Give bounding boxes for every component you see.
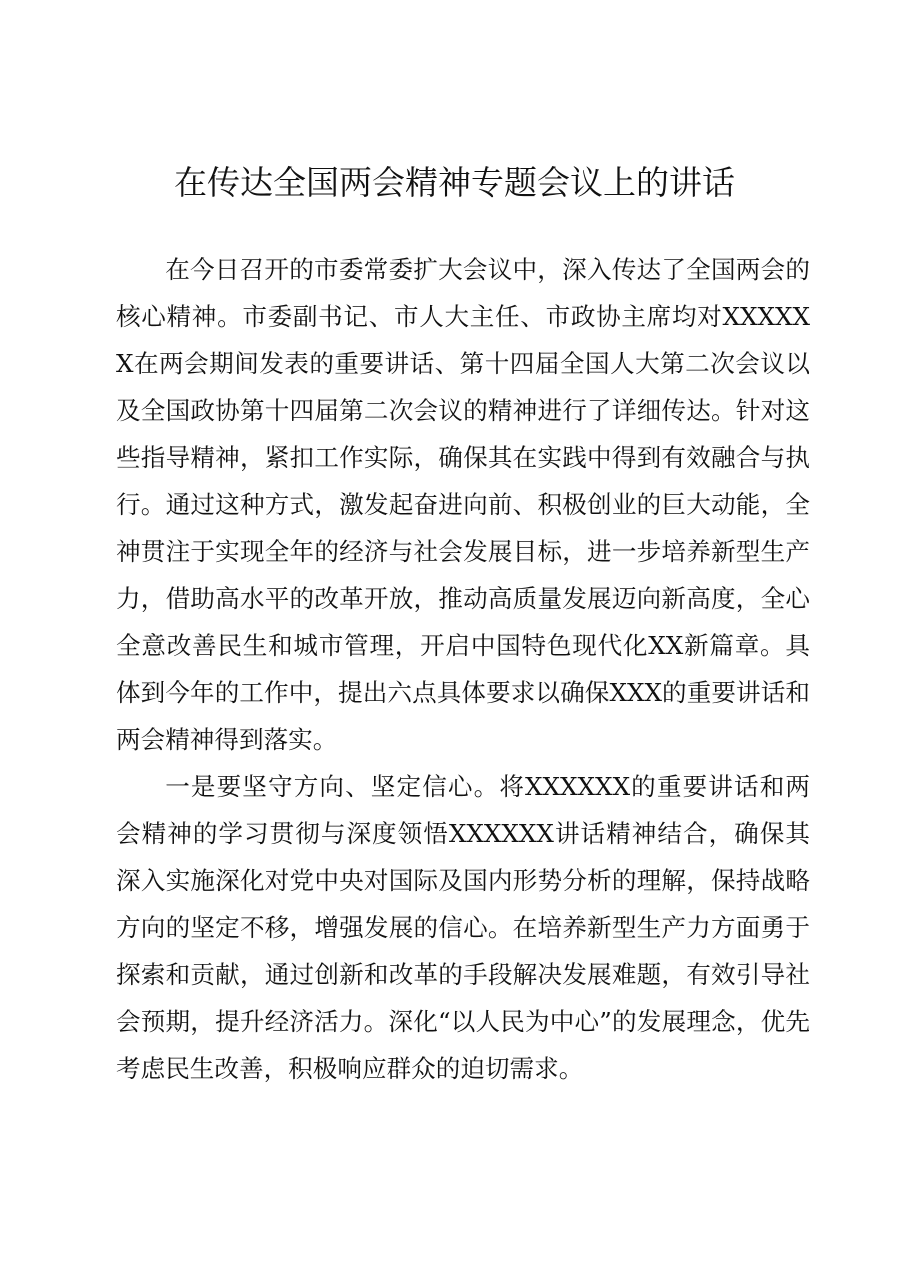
paragraph-point-one: 一是要坚守方向、坚定信心。将XXXXXX的重要讲话和两会精神的学习贯彻与深度领悟XXXXXX讲话精神结合，确保其深入实施深化对党中央对国际及国内形势分析的理解，保持战略方向的坚定不移，增强发展的信心。在培养新型生产力方面勇于探索和贡献，通过创新和改革的手段解决发展难题，有效引导社会预期，提升经济活力。深化“以人民为中心”的发展理念，优先考虑民生改善，积极响应群众的迫切需求。 [116, 772, 810, 1083]
document-title: 在传达全国两会精神专题会议上的讲话 [174, 163, 735, 202]
paragraph-intro: 在今日召开的市委常委扩大会议中，深入传达了全国两会的核心精神。市委副书记、市人大主任、市政协主席均对XXXXXX在两会期间发表的重要讲话、第十四届全国人大第二次会议以及全国政协第十四届第二次会议的精神进行了详细传达。针对这些指导精神，紧扣工作实际，确保其在实践中得到有效融合与执行。通过这种方式，激发起奋进向前、积极创业的巨大动能，全神贯注于实现全年的经济与社会发展目标，进一步培养新型生产力，借助高水平的改革开放，推动高质量发展迈向新高度，全心全意改善民生和城市管理，开启中国特色现代化XX新篇章。具体到今年的工作中，提出六点具体要求以确保XXX的重要讲话和两会精神得到落实。 [116, 255, 810, 754]
document-body [116, 246, 810, 1092]
